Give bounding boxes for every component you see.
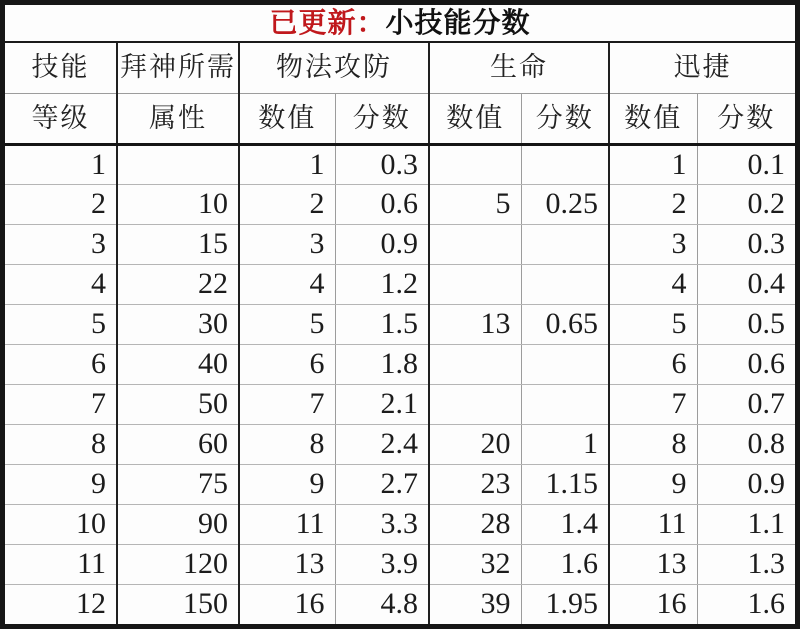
header-group-agility: 迅捷 <box>609 42 795 93</box>
cell-physmagic-value: 3 <box>239 224 335 264</box>
cell-life-score <box>521 224 609 264</box>
cell-physmagic-value: 4 <box>239 264 335 304</box>
cell-agility-value: 1 <box>609 144 697 184</box>
cell-required-attribute: 150 <box>117 584 239 624</box>
cell-agility-value: 9 <box>609 464 697 504</box>
cell-required-attribute: 10 <box>117 184 239 224</box>
header-agility-score: 分数 <box>697 93 795 144</box>
cell-agility-value: 7 <box>609 384 697 424</box>
title-updated-prefix: 已更新： <box>269 7 386 38</box>
title-main-text: 小技能分数 <box>385 7 531 38</box>
cell-agility-score: 1.3 <box>697 544 795 584</box>
table-row <box>5 544 795 584</box>
header-group-life: 生命 <box>429 42 609 93</box>
cell-agility-value: 13 <box>609 544 697 584</box>
cell-skill-level: 11 <box>5 544 117 584</box>
cell-life-value: 23 <box>429 464 521 504</box>
cell-physmagic-score: 3.9 <box>335 544 429 584</box>
cell-life-value: 39 <box>429 584 521 624</box>
cell-agility-value: 8 <box>609 424 697 464</box>
cell-life-value: 5 <box>429 184 521 224</box>
cell-physmagic-score: 3.3 <box>335 504 429 544</box>
cell-required-attribute: 75 <box>117 464 239 504</box>
cell-skill-level: 12 <box>5 584 117 624</box>
cell-life-value <box>429 264 521 304</box>
table-row <box>5 304 795 344</box>
cell-agility-value: 2 <box>609 184 697 224</box>
cell-agility-score: 0.9 <box>697 464 795 504</box>
cell-life-value: 28 <box>429 504 521 544</box>
cell-life-score: 1.95 <box>521 584 609 624</box>
header-life-score: 分数 <box>521 93 609 144</box>
cell-physmagic-value: 11 <box>239 504 335 544</box>
cell-required-attribute: 30 <box>117 304 239 344</box>
cell-life-value: 20 <box>429 424 521 464</box>
cell-required-attribute: 40 <box>117 344 239 384</box>
table-title <box>5 5 795 42</box>
header-physmagic-value: 数值 <box>239 93 335 144</box>
cell-physmagic-value: 16 <box>239 584 335 624</box>
cell-agility-score: 0.1 <box>697 144 795 184</box>
table-row <box>5 424 795 464</box>
cell-agility-score: 0.7 <box>697 384 795 424</box>
cell-life-value <box>429 384 521 424</box>
cell-life-score <box>521 144 609 184</box>
cell-physmagic-value: 9 <box>239 464 335 504</box>
cell-agility-value: 5 <box>609 304 697 344</box>
cell-agility-value: 4 <box>609 264 697 304</box>
cell-life-score: 1.15 <box>521 464 609 504</box>
cell-physmagic-value: 5 <box>239 304 335 344</box>
cell-life-score <box>521 344 609 384</box>
header-group-physmagic: 物法攻防 <box>239 42 429 93</box>
cell-agility-score: 0.5 <box>697 304 795 344</box>
table-row <box>5 344 795 384</box>
cell-life-value: 13 <box>429 304 521 344</box>
cell-physmagic-score: 0.6 <box>335 184 429 224</box>
cell-agility-score: 0.4 <box>697 264 795 304</box>
header-row-top <box>5 42 795 93</box>
cell-skill-level: 7 <box>5 384 117 424</box>
table-row <box>5 464 795 504</box>
header-level: 等级 <box>5 93 117 144</box>
cell-required-attribute: 120 <box>117 544 239 584</box>
cell-agility-score: 0.2 <box>697 184 795 224</box>
cell-life-score: 0.25 <box>521 184 609 224</box>
table-row <box>5 184 795 224</box>
cell-life-score: 1 <box>521 424 609 464</box>
header-attribute: 属性 <box>117 93 239 144</box>
cell-skill-level: 10 <box>5 504 117 544</box>
score-table <box>5 5 795 624</box>
cell-physmagic-score: 2.4 <box>335 424 429 464</box>
cell-life-score: 1.6 <box>521 544 609 584</box>
cell-agility-score: 1.1 <box>697 504 795 544</box>
cell-physmagic-score: 2.1 <box>335 384 429 424</box>
cell-physmagic-score: 1.5 <box>335 304 429 344</box>
cell-physmagic-value: 13 <box>239 544 335 584</box>
header-agility-value: 数值 <box>609 93 697 144</box>
cell-agility-score: 0.6 <box>697 344 795 384</box>
cell-physmagic-value: 6 <box>239 344 335 384</box>
cell-physmagic-score: 0.9 <box>335 224 429 264</box>
table-row <box>5 224 795 264</box>
table-row <box>5 264 795 304</box>
cell-life-score <box>521 384 609 424</box>
header-life-value: 数值 <box>429 93 521 144</box>
cell-required-attribute <box>117 144 239 184</box>
cell-skill-level: 5 <box>5 304 117 344</box>
cell-required-attribute: 90 <box>117 504 239 544</box>
cell-required-attribute: 22 <box>117 264 239 304</box>
cell-life-value: 32 <box>429 544 521 584</box>
cell-physmagic-score: 4.8 <box>335 584 429 624</box>
cell-life-value <box>429 144 521 184</box>
cell-required-attribute: 50 <box>117 384 239 424</box>
cell-agility-value: 16 <box>609 584 697 624</box>
cell-agility-score: 0.8 <box>697 424 795 464</box>
cell-skill-level: 8 <box>5 424 117 464</box>
table-row <box>5 584 795 624</box>
cell-skill-level: 6 <box>5 344 117 384</box>
cell-life-value <box>429 224 521 264</box>
cell-agility-value: 3 <box>609 224 697 264</box>
cell-physmagic-value: 7 <box>239 384 335 424</box>
table-row <box>5 384 795 424</box>
cell-skill-level: 3 <box>5 224 117 264</box>
cell-physmagic-value: 1 <box>239 144 335 184</box>
header-attribute-required: 拜神所需 <box>117 42 239 93</box>
cell-agility-value: 6 <box>609 344 697 384</box>
cell-physmagic-value: 2 <box>239 184 335 224</box>
cell-agility-score: 0.3 <box>697 224 795 264</box>
title-row <box>5 5 795 42</box>
header-physmagic-score: 分数 <box>335 93 429 144</box>
cell-physmagic-score: 0.3 <box>335 144 429 184</box>
header-skill: 技能 <box>5 42 117 93</box>
cell-physmagic-score: 1.2 <box>335 264 429 304</box>
cell-skill-level: 9 <box>5 464 117 504</box>
cell-physmagic-score: 1.8 <box>335 344 429 384</box>
cell-physmagic-value: 8 <box>239 424 335 464</box>
cell-life-score <box>521 264 609 304</box>
cell-agility-score: 1.6 <box>747 587 786 621</box>
cell-agility-value: 11 <box>609 504 697 544</box>
table-row <box>5 504 795 544</box>
cell-life-score: 0.65 <box>521 304 609 344</box>
cell-physmagic-score: 2.7 <box>335 464 429 504</box>
cell-life-value <box>429 344 521 384</box>
cell-skill-level: 1 <box>5 144 117 184</box>
cell-required-attribute: 15 <box>117 224 239 264</box>
cell-skill-level: 4 <box>5 264 117 304</box>
cell-life-score: 1.4 <box>521 504 609 544</box>
cell-required-attribute: 60 <box>117 424 239 464</box>
header-row-bottom <box>5 93 795 144</box>
table-row <box>5 144 795 184</box>
cell-skill-level: 2 <box>5 184 117 224</box>
table-body <box>5 144 795 624</box>
